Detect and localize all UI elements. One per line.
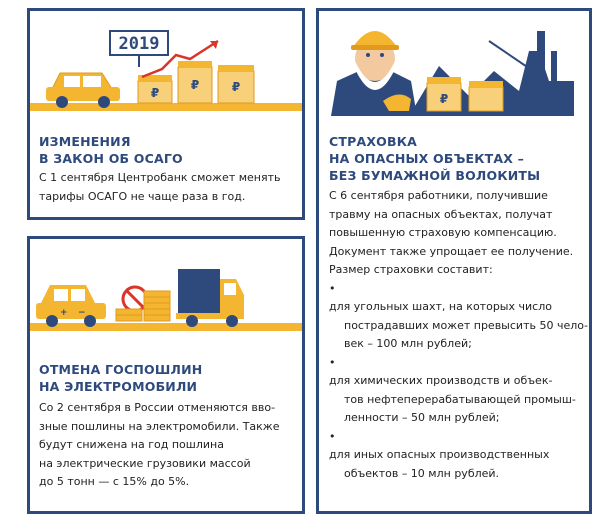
ruble-mark: ₽ (231, 80, 241, 94)
card-osago-changes (27, 8, 305, 220)
no-sign-icon (123, 287, 147, 311)
miner-icon (331, 31, 417, 116)
truck-icon (176, 269, 244, 327)
card3-title: СТРАХОВКА НА ОПАСНЫХ ОБЪЕКТАХ – БЕЗ БУМАЖНОЙ ВОЛОКИТЫ (329, 134, 541, 183)
ruble-stack-icon (138, 61, 254, 103)
svg-text:+: + (206, 304, 214, 314)
year-sign-text: 2019 (118, 34, 160, 54)
car-icon (36, 285, 106, 327)
list-item: • для угольных шахт, на которых число пострадавших может превысить 50 чело- век – 100 млн рублей; (329, 281, 588, 350)
ev-illustration (30, 239, 302, 349)
svg-text:+: + (60, 308, 68, 318)
insurance-illustration (319, 11, 589, 121)
card3-body: С 6 сентября работники, получившие травму на опасных объектах, получат повышенную страховую компенсацию. Документ также упрощает ее получение. Размер страховки составит: • для угольных шахт, на которых число пострадавших может превысить 50 чело- век – 100 млн рублей; • для химических производств и объек- тов нефтеперерабатывающей промыш- ленности – 50 млн рублей; • для иных опасных производственных объектов – 10 млн рублей. (329, 187, 588, 483)
card1-title: ИЗМЕНЕНИЯ В ЗАКОН ОБ ОСАГО (39, 134, 183, 166)
card2-body: Со 2 сентября в России отменяются вво- зные пошлины на электромобили. Также будут снижена на год пошлина на электрические грузовики массой до 5 тонн — с 15% до 5%. (39, 401, 280, 488)
card1-body: С 1 сентября Центробанк сможет менять тарифы ОСАГО не чаще раза в год. (39, 171, 281, 203)
osago-illustration (30, 11, 302, 121)
ruble-mark: ₽ (439, 92, 449, 106)
card-insurance (316, 8, 592, 514)
year-sign-icon (110, 31, 168, 67)
card2-title: ОТМЕНА ГОСПОШЛИН НА ЭЛЕКТРОМОБИЛИ (39, 362, 203, 394)
list-item: • для иных опасных производственных объектов – 10 млн рублей. (329, 429, 550, 480)
svg-text:−: − (78, 308, 86, 318)
card-duty-cancel (27, 236, 305, 514)
list-item: • для химических производств и объек- тов нефтеперерабатывающей промыш- ленности – 50 млн рублей; (329, 355, 576, 424)
ruble-mark: ₽ (150, 86, 160, 100)
bullet-list (329, 280, 588, 484)
ground-stripe (30, 103, 302, 111)
car-icon (46, 73, 120, 108)
ruble-mark: ₽ (190, 78, 200, 92)
ground-stripe (30, 323, 302, 331)
